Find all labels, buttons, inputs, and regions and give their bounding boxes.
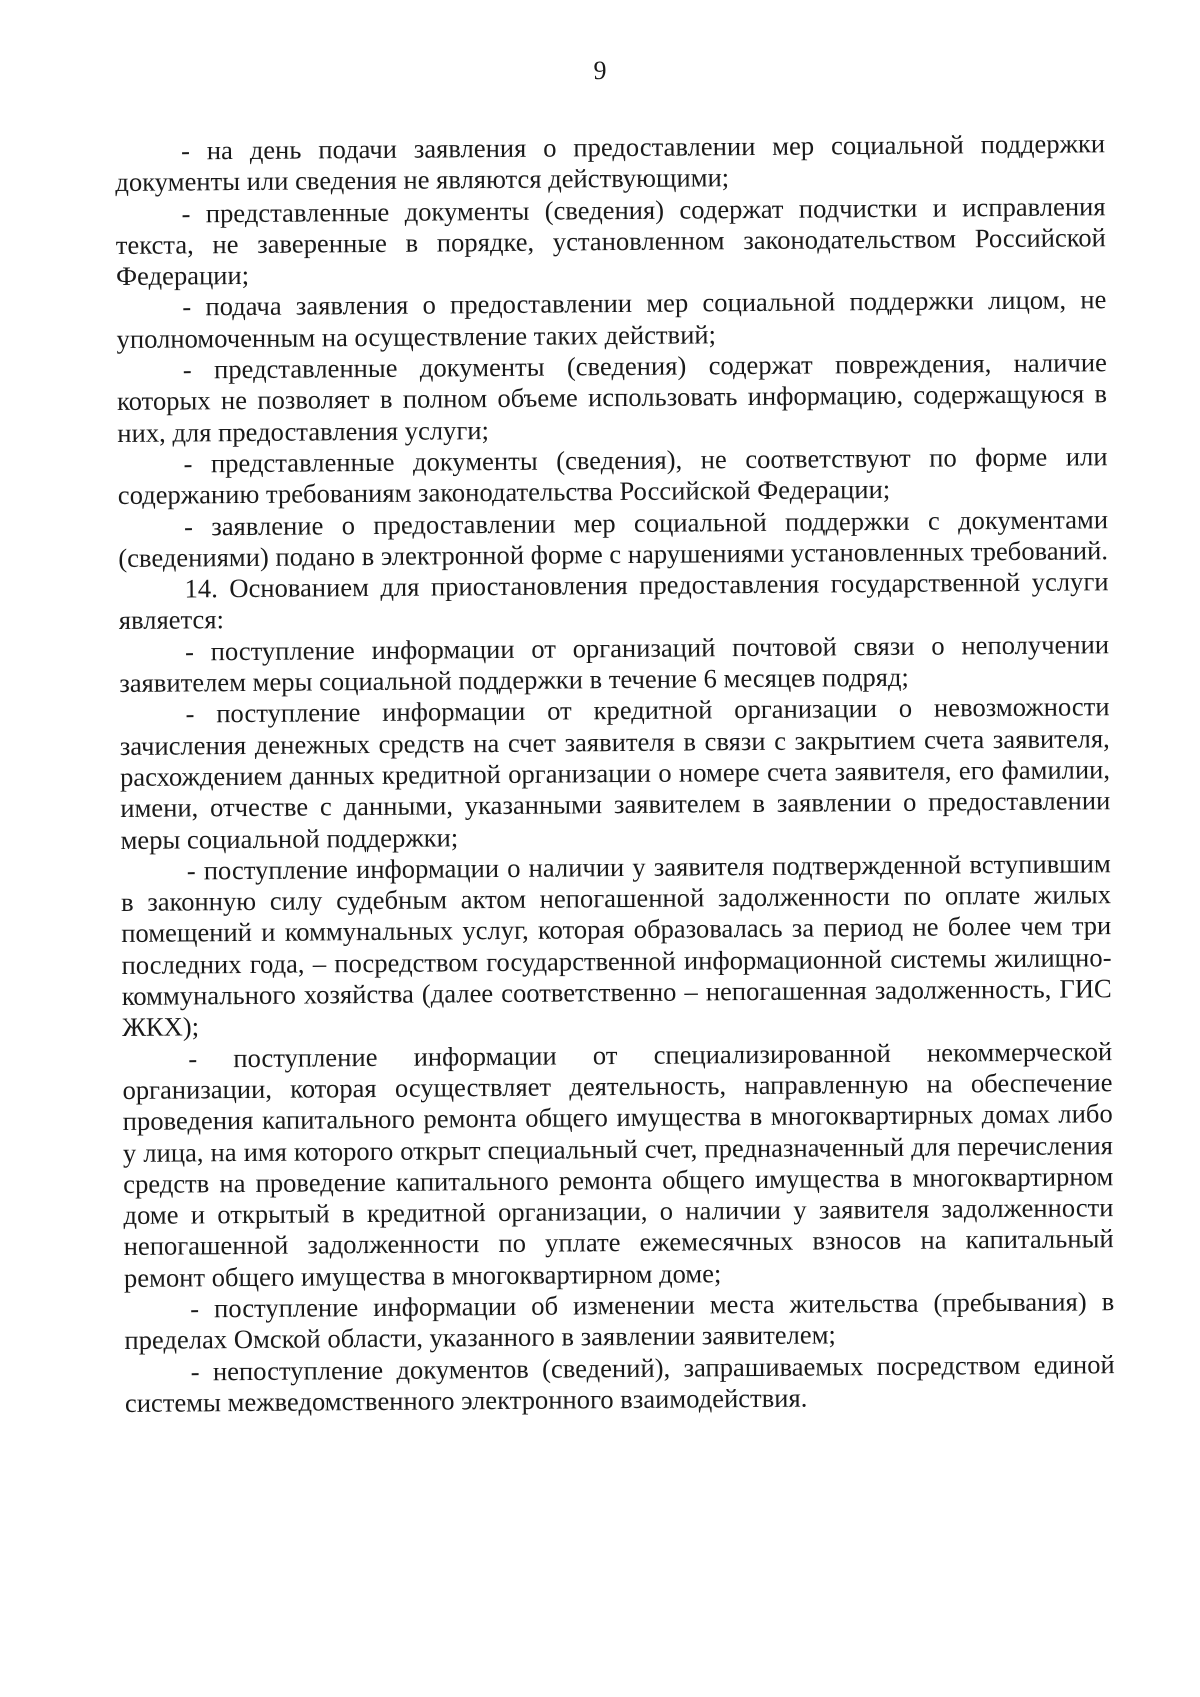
paragraph-postal-info: - поступление информации от организаций почтовой связи о неполучении заявителем меры социальной поддержки в течение 6 месяцев подряд; [119, 628, 1110, 699]
paragraph-capital-repair: - поступление информации от специализированной некоммерческой организации, которая осуществляет деятельность, направленную на обеспечение проведения капитального ремонта общего имущества в многоквартирных домах либо у лица, на имя которого открыт специальный счет, предназначенный для перечисления средств на проведение капитального ремонта общего имущества в многоквартирном доме и открытый в кредитной организации, о наличии у заявителя задолженности непогашенной задолженности по уплате ежемесячных взносов на капитальный ремонт общего имущества в многоквартирном доме; [122, 1035, 1114, 1293]
paragraph-damaged-documents: - представленные документы (сведения) содержат повреждения, наличие которых не позволяет в полном объеме использовать информацию, содержащуюся в них, для предоставления услуги; [116, 347, 1108, 448]
paragraph-credit-org-info: - поступление информации от кредитной организации о невозможности зачисления денежных средств на счет заявителя в связи с закрытием счета заявителя, расхождением данных кредитной организации о номере счета заявителя, его фамилии, имени, отчестве с данными, указанными заявителем в заявлении о предоставлении меры социальной поддержки; [119, 691, 1111, 855]
paragraph-residence-change: - поступление информации об изменении места жительства (пребывания) в пределах Омской области, указанного в заявлении заявителем; [124, 1286, 1115, 1356]
paragraph-smev-documents: - непоступление документов (сведений), запрашиваемых посредством единой системы межведомственного электронного взаимодействия. [124, 1348, 1115, 1418]
paragraph-debt-gis-zhkh: - поступление информации о наличии у заявителя подтвержденной вступившим в законную силу судебным актом непогашенной задолженности по оплате жилых помещений и коммунальных услуг, которая образовалась за период не более чем три последних года, – посредством государственной информационной системы жилищно-коммунального хозяйства (далее соответственно – непогашенная задолженность, ГИС ЖКХ); [120, 848, 1112, 1043]
paragraph-electronic-violations: - заявление о предоставлении мер социальной поддержки с документами (сведениями) подано в электронной форме с нарушениями установленных требований. [118, 503, 1109, 573]
paragraph-documents-not-valid: - на день подачи заявления о предоставлении мер социальной поддержки документы или сведения не являются действующими; [115, 128, 1106, 198]
section-14-heading: 14. Основанием для приостановления предоставления государственной услуги является: [118, 566, 1109, 636]
paragraph-unauthorized-person: - подача заявления о предоставлении мер социальной поддержки лицом, не уполномоченным на осуществление таких действий; [116, 284, 1107, 354]
paragraph-form-nonconformity: - представленные документы (сведения), не соответствуют по форме или содержанию требованиям законодательства Российской Федерации; [117, 441, 1108, 511]
page-number: 9 [593, 56, 607, 85]
document-body [115, 128, 1115, 1419]
paragraph-erasures-corrections: - представленные документы (сведения) содержат подчистки и исправления текста, не заверенные в порядке, установленном законодательством Российской Федерации; [115, 190, 1106, 292]
